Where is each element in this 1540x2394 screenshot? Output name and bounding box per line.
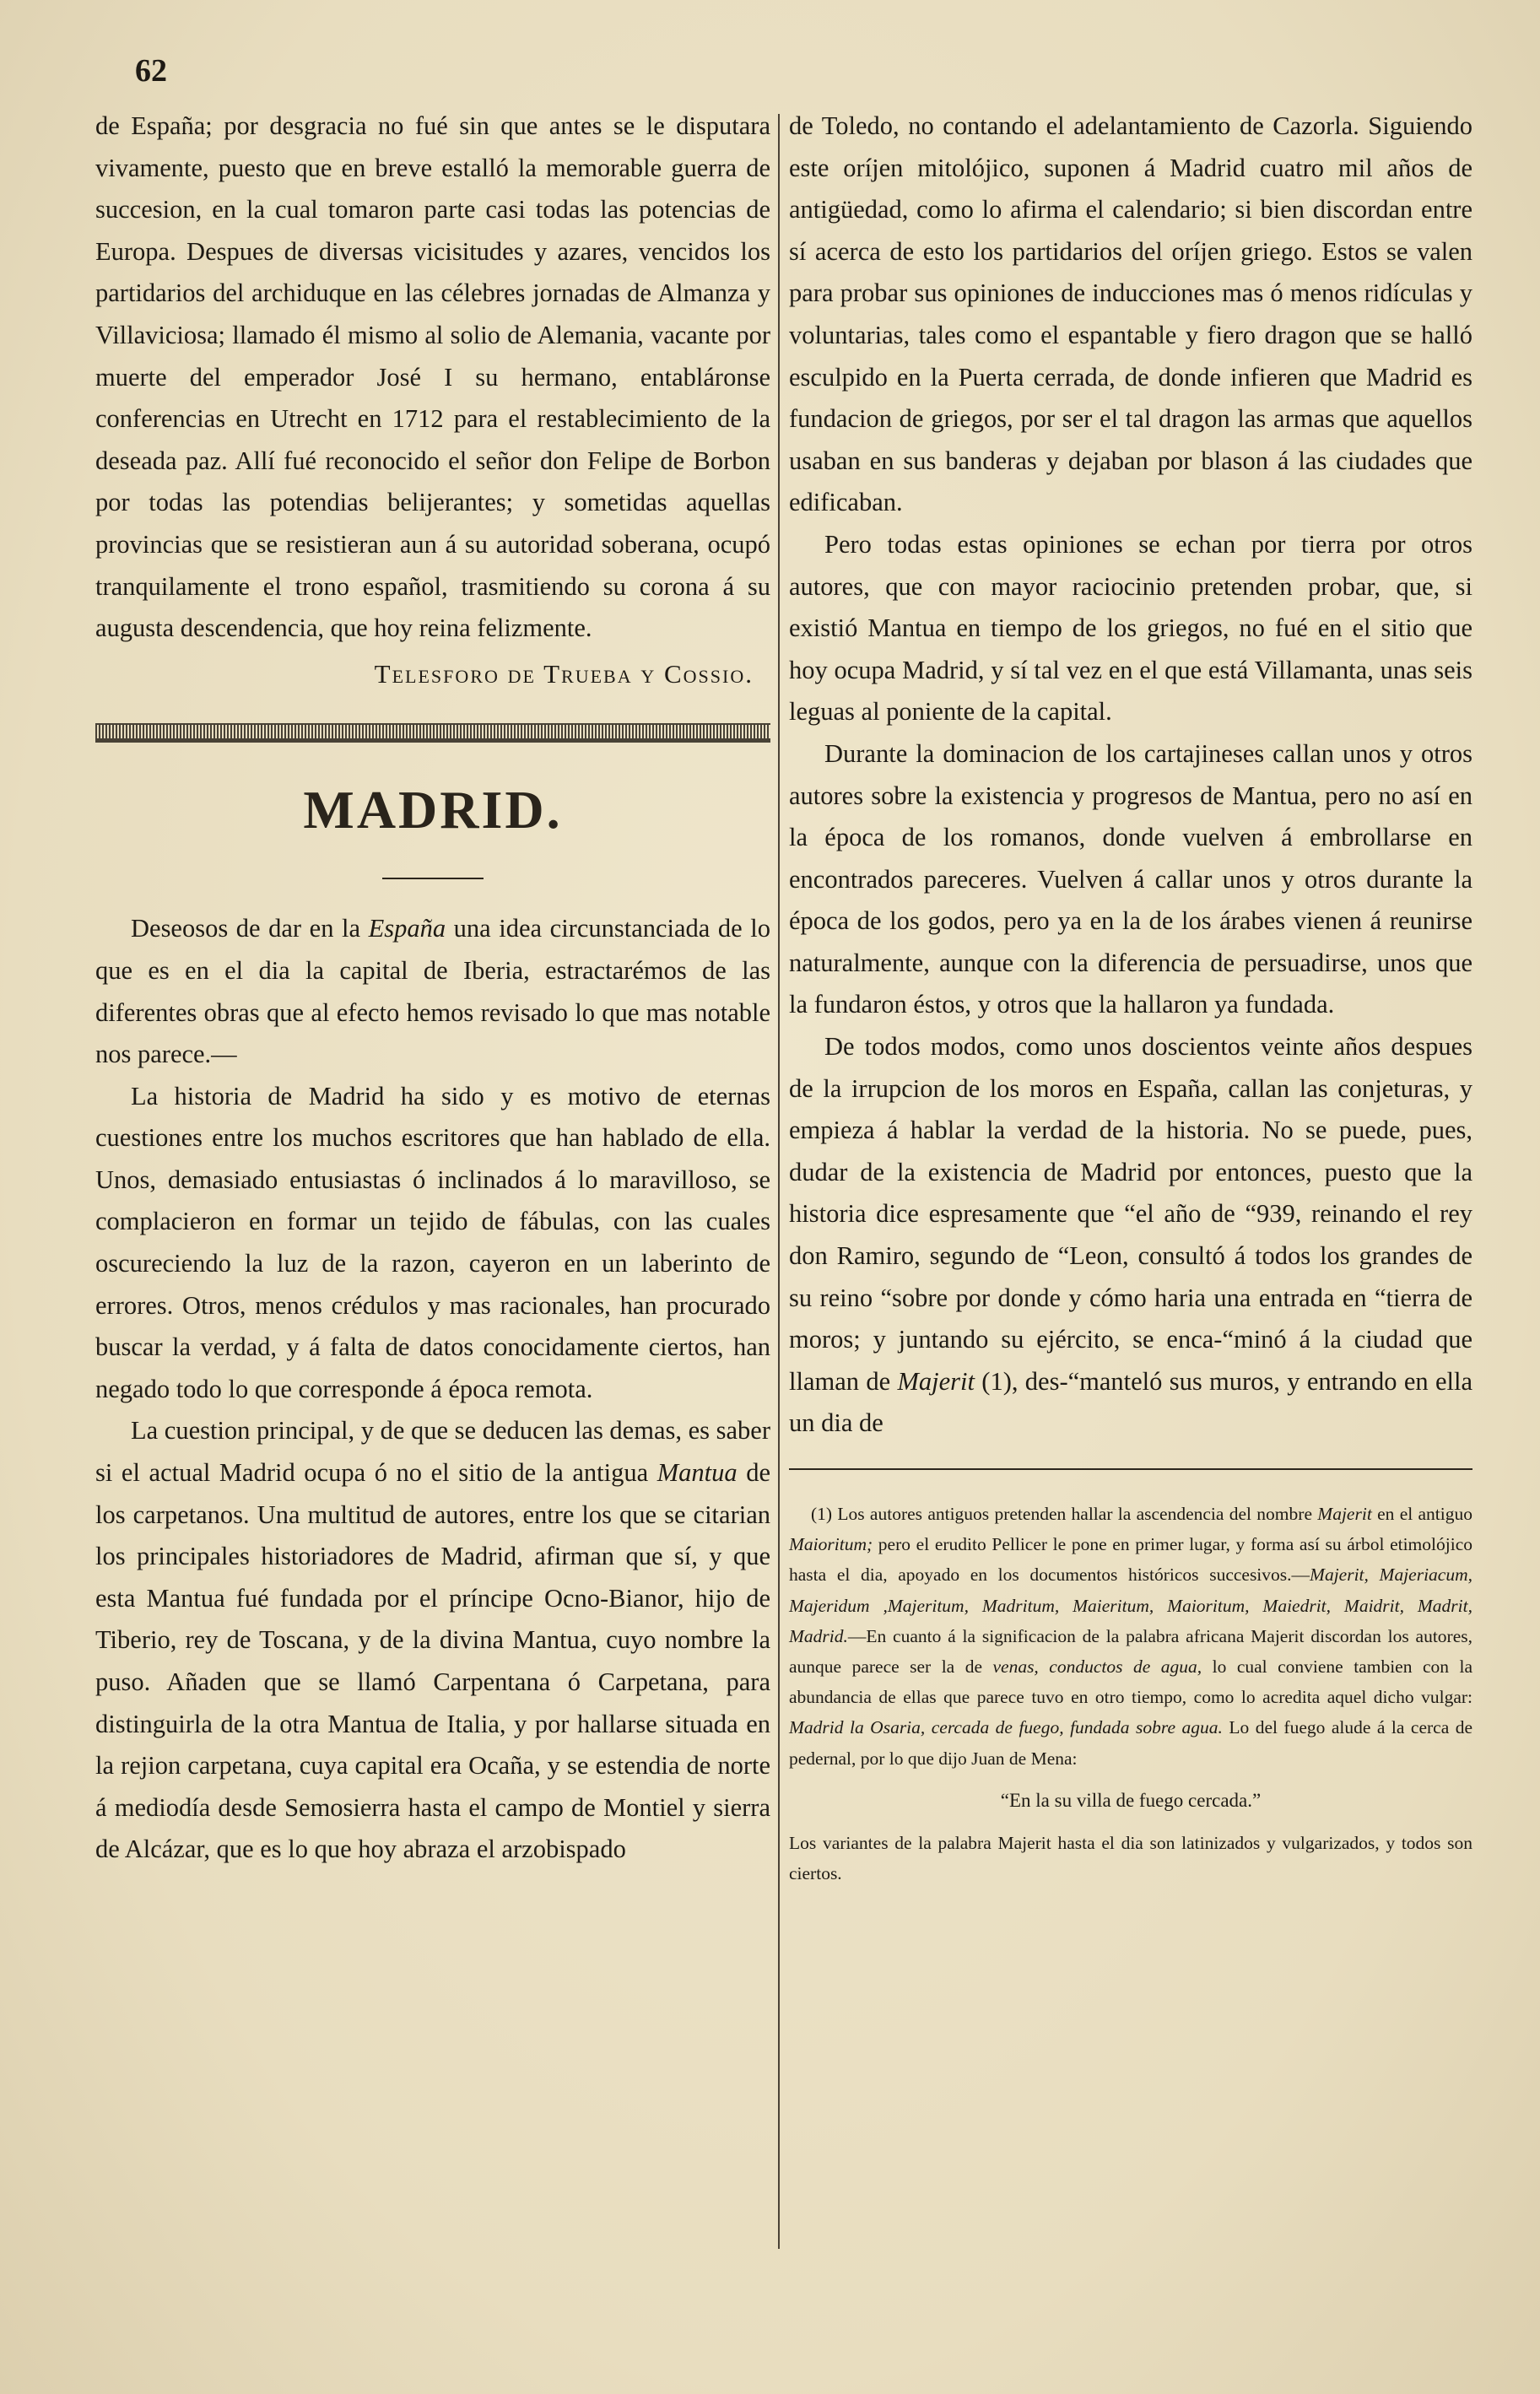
text-run: en el antiguo xyxy=(1371,1504,1472,1524)
text-run: De todos modos, como unos doscientos veinte años despues de la irrupcion de los moros en España, callan las conjeturas, y empieza á hablar la verdad de la historia. No se puede, pues, dudar de la existencia de Madrid por entonces, puesto que la historia dice espresamente que “el año de “939, reinando el rey don Ramiro, segundo de “Leon, consultó á todos los grandes de su reino “sobre por donde y cómo haria una entrada en “tierra de moros; y juntando su ejército, se enca-“minó á la ciudad que llaman de xyxy=(789,1032,1472,1396)
footnote-quote: “En la su villa de fuego cercada.” xyxy=(1000,1789,1262,1811)
text-run: Los autores antiguos pretenden hallar la ascendencia del nombre xyxy=(832,1504,1318,1524)
italic-run: Majerit, Majeriacum, Majeridum ,Majeritum, Madritum, Maieritum, Maioritum, Maiedrit, Maidrit, Madrit, Madrid. xyxy=(789,1564,1472,1646)
italic-run: Majerit xyxy=(1317,1504,1372,1524)
page-number: 62 xyxy=(135,53,167,89)
left-paragraph-1: de España; por desgracia no fué sin que antes se le disputara vivamente, puesto que en breve estalló la memorable guerra de succesion, en la cual tomaron parte casi todas las potencias de Europa. Despues de diversas vicisitudes y azares, vencidos los partidarios del archiduque en las célebres jornadas de Almanza y Villaviciosa; llamado él mismo al solio de Alemania, vacante por muerte del emperador José I su hermano, entabláronse conferencias en Utrecht en 1712 para el restablecimiento de la deseada paz. Allí fué reconocido el señor don Felipe de Borbon por todas las potendias belijerantes; y sometidas aquellas provincias que se resistieran aun á su autoridad soberana, ocupó tranquilamente el trono español, trasmitiendo su corona á su augusta descendencia, que hoy reina felizmente. xyxy=(95,111,770,643)
text-run: pero el erudito Pellicer le pone en primer lugar, y forma así su árbol etimolójico hasta el dia, apoyado en los documentos históricos succesivos.— xyxy=(789,1534,1472,1586)
text-run: de los carpetanos. Una multitud de autores, entre los que se citarian los principales historiadores de Madrid, afirman que sí, y que esta Mantua fué fundada por el príncipe Ocno-Bianor, hijo de Tiberio, rey de Toscana, y de la divina Mantua, cuyo nombre la puso. Añaden que se llamó Carpentana ó Carpetana, para distinguirla de la otra Mantua de Italia, y por hallarse situada en la rejion carpetana, cuya capital era Ocaña, y se estendia de norte á mediodía desde Semosierra hasta el campo de Montiel y sierra de Alcázar, que es lo que hoy abraza el arzobispado xyxy=(95,1458,770,1864)
footnote-closing: Los variantes de la palabra Majerit hasta el dia son latinizados y vulgarizados, y todos son ciertos. xyxy=(789,1833,1472,1884)
italic-run: Madrid la Osaria, cercada de fuego, fundada sobre agua. xyxy=(789,1717,1223,1738)
italic-title: España xyxy=(368,914,446,943)
text-run: una idea circunstanciada de lo que es en el dia la capital de Iberia, estractarémos de las diferentes obras que al efecto hemos revisado lo que mas notable nos parece.— xyxy=(95,914,770,1069)
text-run: —En cuanto á la significacion de la palabra africana Majerit discordan los autores, aunque parece ser la de xyxy=(789,1625,1472,1678)
footnote-body xyxy=(789,1499,1472,1774)
left-paragraph-4 xyxy=(95,1410,770,1871)
column-divider xyxy=(778,114,780,2249)
author-signature: Telesforo de Trueba y Cossio. xyxy=(374,658,754,689)
text-run: (1), des-“manteló sus muros, y entrando en ella un dia de xyxy=(789,1366,1472,1438)
italic-run: venas, conductos de agua, xyxy=(992,1656,1202,1678)
left-paragraph-2 xyxy=(95,908,770,1075)
left-paragraph-3: La historia de Madrid ha sido y es motivo de eternas cuestiones entre los muchos escritores que han hablado de ella. Unos, demasiado entusiastas ó inclinados á lo maravilloso, se complacieron en formar un tejido de fábulas, con las cuales oscureciendo la luz de la razon, cayeron en un laberinto de errores. Otros, menos crédulos y mas racionales, han procurado buscar la verdad, y á falta de datos conocidamente ciertos, han negado todo lo que corresponde á época remota. xyxy=(95,1081,770,1403)
right-paragraph-2: Pero todas estas opiniones se echan por tierra por otros autores, que con mayor raciocinio pretenden probar, que, si existió Mantua en tiempo de los griegos, no fué en el sitio que hoy ocupa Madrid, y sí tal vez en el que está Villamanta, unas seis leguas al poniente de la capital. xyxy=(789,529,1472,727)
text-run: Deseosos de dar en la xyxy=(131,914,369,943)
italic-run: Maioritum; xyxy=(789,1534,873,1555)
text-run: Lo del fuego alude á la cerca de pedernal, por lo que dijo Juan de Mena: xyxy=(789,1717,1473,1769)
right-paragraph-1: de Toledo, no contando el adelantamiento de Cazorla. Siguiendo este oríjen mitolójico, suponen á Madrid cuatro mil años de antigüedad, como lo afirma el calendario; si bien discordan entre sí acerca de esto los partidarios del oríjen griego. Estos se valen para probar sus opiniones de inducciones mas ó menos ridículas y voluntarias, tales como el espantable y fiero dragon que se halló esculpido en la Puerta cerrada, de donde infieren que Madrid es fundacion de griegos, por ser el tal dragon las armas que aquellos usaban en sus banderas y dejaban por blason á las ciudades que edificaban. xyxy=(789,111,1472,517)
right-paragraph-4 xyxy=(789,1026,1472,1445)
section-title: MADRID. xyxy=(303,780,563,840)
italic-name: Majerit xyxy=(897,1366,975,1396)
text-run: La cuestion principal, y de que se deducen las demas, es saber si el actual Madrid ocupa ó no el sitio de la antigua xyxy=(95,1416,770,1488)
footnote xyxy=(789,1499,1472,1889)
title-rule xyxy=(382,878,484,879)
text-run: lo cual conviene tambien con la abundancia de ellas que parece tuvo en otro tiempo, como lo acredita aquel dicho vulgar: xyxy=(789,1656,1472,1708)
right-paragraph-3: Durante la dominacion de los cartajineses callan unos y otros autores sobre la existencia y progresos de Mantua, pero no así en la época de los romanos, donde vuelven á embrollarse en encontrados pareceres. Vuelven á callar unos y otros durante la época de los godos, pero ya en la de los árabes vienen á reunirse naturalmente, aunque con la diferencia de persuadirse, unos que la fundaron éstos, y otros que la hallaron ya fundada. xyxy=(789,738,1472,1019)
italic-name: Mantua xyxy=(657,1458,738,1488)
left-column xyxy=(95,105,770,1871)
footnote-marker: (1) xyxy=(811,1504,833,1524)
ornamental-divider xyxy=(95,723,770,743)
right-column xyxy=(789,105,1472,1889)
footnote-rule xyxy=(789,1468,1472,1470)
